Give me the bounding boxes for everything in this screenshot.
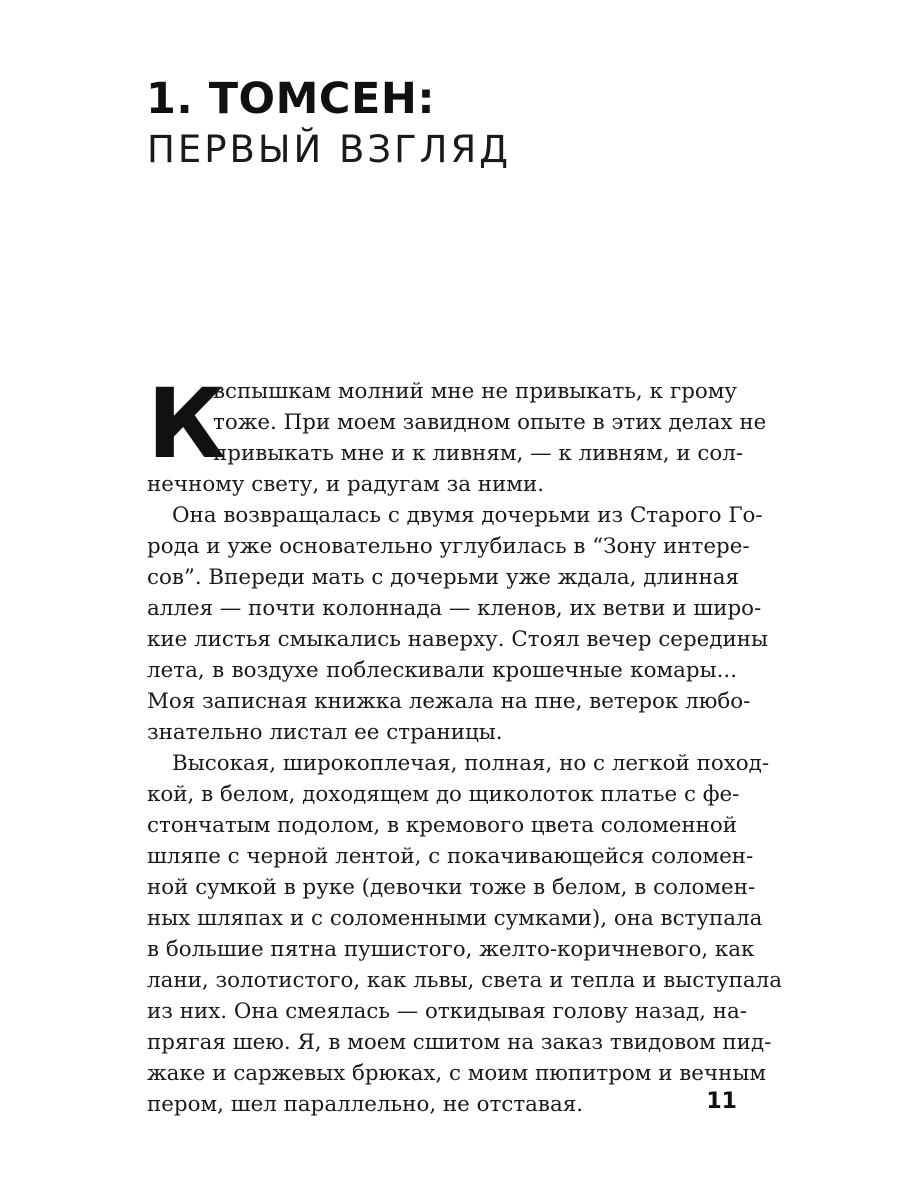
text-line: стончатым подолом, в кремового цвета соломенной bbox=[147, 813, 738, 838]
text-line: нечному свету, и радугам за ними. bbox=[147, 472, 545, 497]
text-line: Моя записная книжка лежала на пне, ветерок любо- bbox=[147, 689, 751, 714]
body-text bbox=[147, 368, 783, 1120]
text-line: прягая шею. Я, в моем сшитом на заказ твидовом пид- bbox=[147, 1030, 772, 1055]
text-line: вспышкам молний мне не привыкать, к грому bbox=[213, 379, 737, 404]
text-line: тоже. При моем завидном опыте в этих делах не bbox=[213, 410, 767, 435]
text-line: жаке и саржевых брюках, с моим пюпитром и вечным bbox=[147, 1061, 767, 1086]
text-line: лани, золотистого, как львы, света и тепла и выступала bbox=[147, 968, 783, 993]
chapter-subtitle: ПЕРВЫЙ ВЗГЛЯД bbox=[147, 128, 512, 171]
paragraph-1 bbox=[147, 368, 767, 500]
text-line: лета, в воздухе поблескивали крошечные комары... bbox=[147, 658, 737, 683]
text-line: кие листья смыкались наверху. Стоял вечер середины bbox=[147, 627, 769, 652]
text-line: Она возвращалась с двумя дочерьми из Старого Го- bbox=[172, 503, 763, 528]
text-line: кой, в белом, доходящем до щиколоток платье с фе- bbox=[147, 782, 740, 807]
text-line: рода и уже основательно углубилась в “Зону интере- bbox=[147, 534, 750, 559]
text-line: знательно листал ее страницы. bbox=[147, 720, 503, 745]
text-line: ной сумкой в руке (девочки тоже в белом, в соломен- bbox=[147, 875, 756, 900]
chapter-title: 1. ТОМСЕН: bbox=[146, 74, 436, 124]
drop-cap: К bbox=[147, 368, 226, 480]
text-line: Высокая, широкоплечая, полная, но с легкой поход- bbox=[172, 751, 770, 776]
text-line: сов”. Впереди мать с дочерьми уже ждала, длинная bbox=[147, 565, 740, 590]
text-line: шляпе с черной лентой, с покачивающейся соломен- bbox=[147, 844, 754, 869]
text-line: ных шляпах и с соломенными сумками), она вступала bbox=[147, 906, 763, 931]
text-line: привыкать мне и к ливням, — к ливням, и сол- bbox=[213, 441, 744, 466]
text-line: из них. Она смеялась — откидывая голову назад, на- bbox=[147, 999, 748, 1024]
page-number: 11 bbox=[706, 1089, 737, 1114]
paragraph-2 bbox=[147, 500, 769, 748]
text-line: в большие пятна пушистого, желто-коричневого, как bbox=[147, 937, 755, 962]
text-line: пером, шел параллельно, не отставая. bbox=[147, 1092, 584, 1117]
text-line: аллея — почти колоннада — кленов, их ветви и широ- bbox=[147, 596, 762, 621]
paragraph-3 bbox=[147, 748, 783, 1120]
